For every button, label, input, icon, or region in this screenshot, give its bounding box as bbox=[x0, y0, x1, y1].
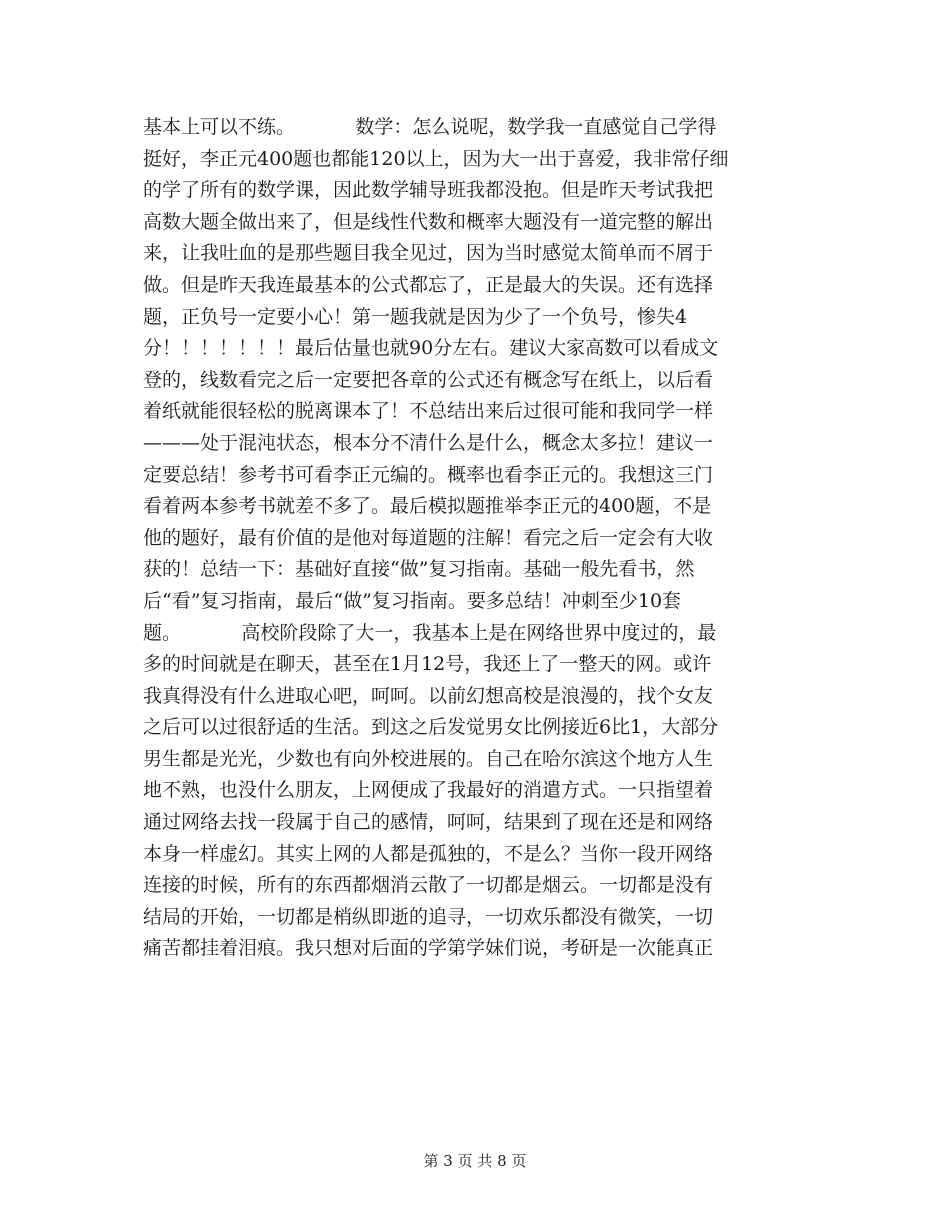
text-line: 之后可以过很舒适的生活。到这之后发觉男女比例接近6比1，大部分 bbox=[143, 716, 719, 739]
text-line: 结局的开始，一切都是梢纵即逝的追寻，一切欢乐都没有微笑，一切 bbox=[143, 905, 714, 928]
text-line: 高数大题全做出来了，但是线性代数和概率大题没有一道完整的解出 bbox=[143, 210, 714, 233]
text-line: 定要总结！参考书可看李正元编的。概率也看李正元的。我想这三门 bbox=[143, 463, 714, 486]
text-line: 做。但是昨天我连最基本的公式都忘了，正是最大的失误。还有选择 bbox=[143, 273, 714, 296]
text-line: 通过网络去找一段属于自己的感情，呵呵，结果到了现在还是和网络 bbox=[143, 811, 714, 834]
text-line: 挺好，李正元400题也都能120以上，因为大一出于喜爱，我非常仔细 bbox=[143, 147, 729, 170]
text-line: 登的，线数看完之后一定要把各章的公式还有概念写在纸上，以后看 bbox=[143, 368, 714, 391]
text-line: 题，正负号一定要小心！第一题我就是因为少了一个负号，惨失4 bbox=[143, 305, 688, 328]
text-line: 来，让我吐血的是那些题目我全见过，因为当时感觉太简单而不屑于 bbox=[143, 242, 714, 265]
text-line: 我真得没有什么进取心吧，呵呵。以前幻想高校是浪漫的，找个女友 bbox=[143, 684, 714, 707]
text-line: 多的时间就是在聊天，甚至在1月12号，我还上了一整天的网。或许 bbox=[143, 653, 712, 676]
text-line: 题。 高校阶段除了大一，我基本上是在网络世界中度过的，最 bbox=[143, 621, 717, 644]
page-number-footer: 第 3 页 共 8 页 bbox=[423, 1152, 527, 1170]
text-line: 男生都是光光，少数也有向外校进展的。自己在哈尔滨这个地方人生 bbox=[143, 747, 714, 770]
text-line: 地不熟，也没什么朋友，上网便成了我最好的消遣方式。一只指望着 bbox=[143, 779, 714, 802]
text-line: 分！！！！！！！最后估量也就90分左右。建议大家高数可以看成文 bbox=[143, 337, 719, 360]
text-line: 的学了所有的数学课，因此数学辅导班我都没抱。但是昨天考试我把 bbox=[143, 179, 714, 202]
text-line: 本身一样虚幻。其实上网的人都是孤独的，不是么？当你一段开网络 bbox=[143, 842, 714, 865]
text-line: 看着两本参考书就差不多了。最后模拟题推举李正元的400题，不是 bbox=[143, 495, 712, 518]
text-line: 他的题好，最有价值的是他对每道题的注解！看完之后一定会有大收 bbox=[143, 526, 714, 549]
text-line: 着纸就能很轻松的脱离课本了！不总结出来后过很可能和我同学一样 bbox=[143, 400, 714, 423]
text-line: 基本上可以不练。 数学：怎么说呢，数学我一直感觉自己学得 bbox=[143, 116, 717, 138]
text-line: 连接的时候，所有的东西都烟消云散了一切都是烟云。一切都是没有 bbox=[143, 874, 714, 897]
text-line: 获的！总结一下：基础好直接“做”复习指南。基础一般先看书，然 bbox=[143, 558, 695, 581]
body-text bbox=[143, 112, 813, 965]
text-line: ———处于混沌状态，根本分不清什么是什么，概念太多拉！建议一 bbox=[143, 431, 714, 454]
text-line: 后“看”复习指南，最后“做”复习指南。要多总结！冲刺至少10套 bbox=[143, 589, 682, 612]
text-line: 痛苦都挂着泪痕。我只想对后面的学第学妹们说，考研是一次能真正 bbox=[143, 937, 714, 960]
